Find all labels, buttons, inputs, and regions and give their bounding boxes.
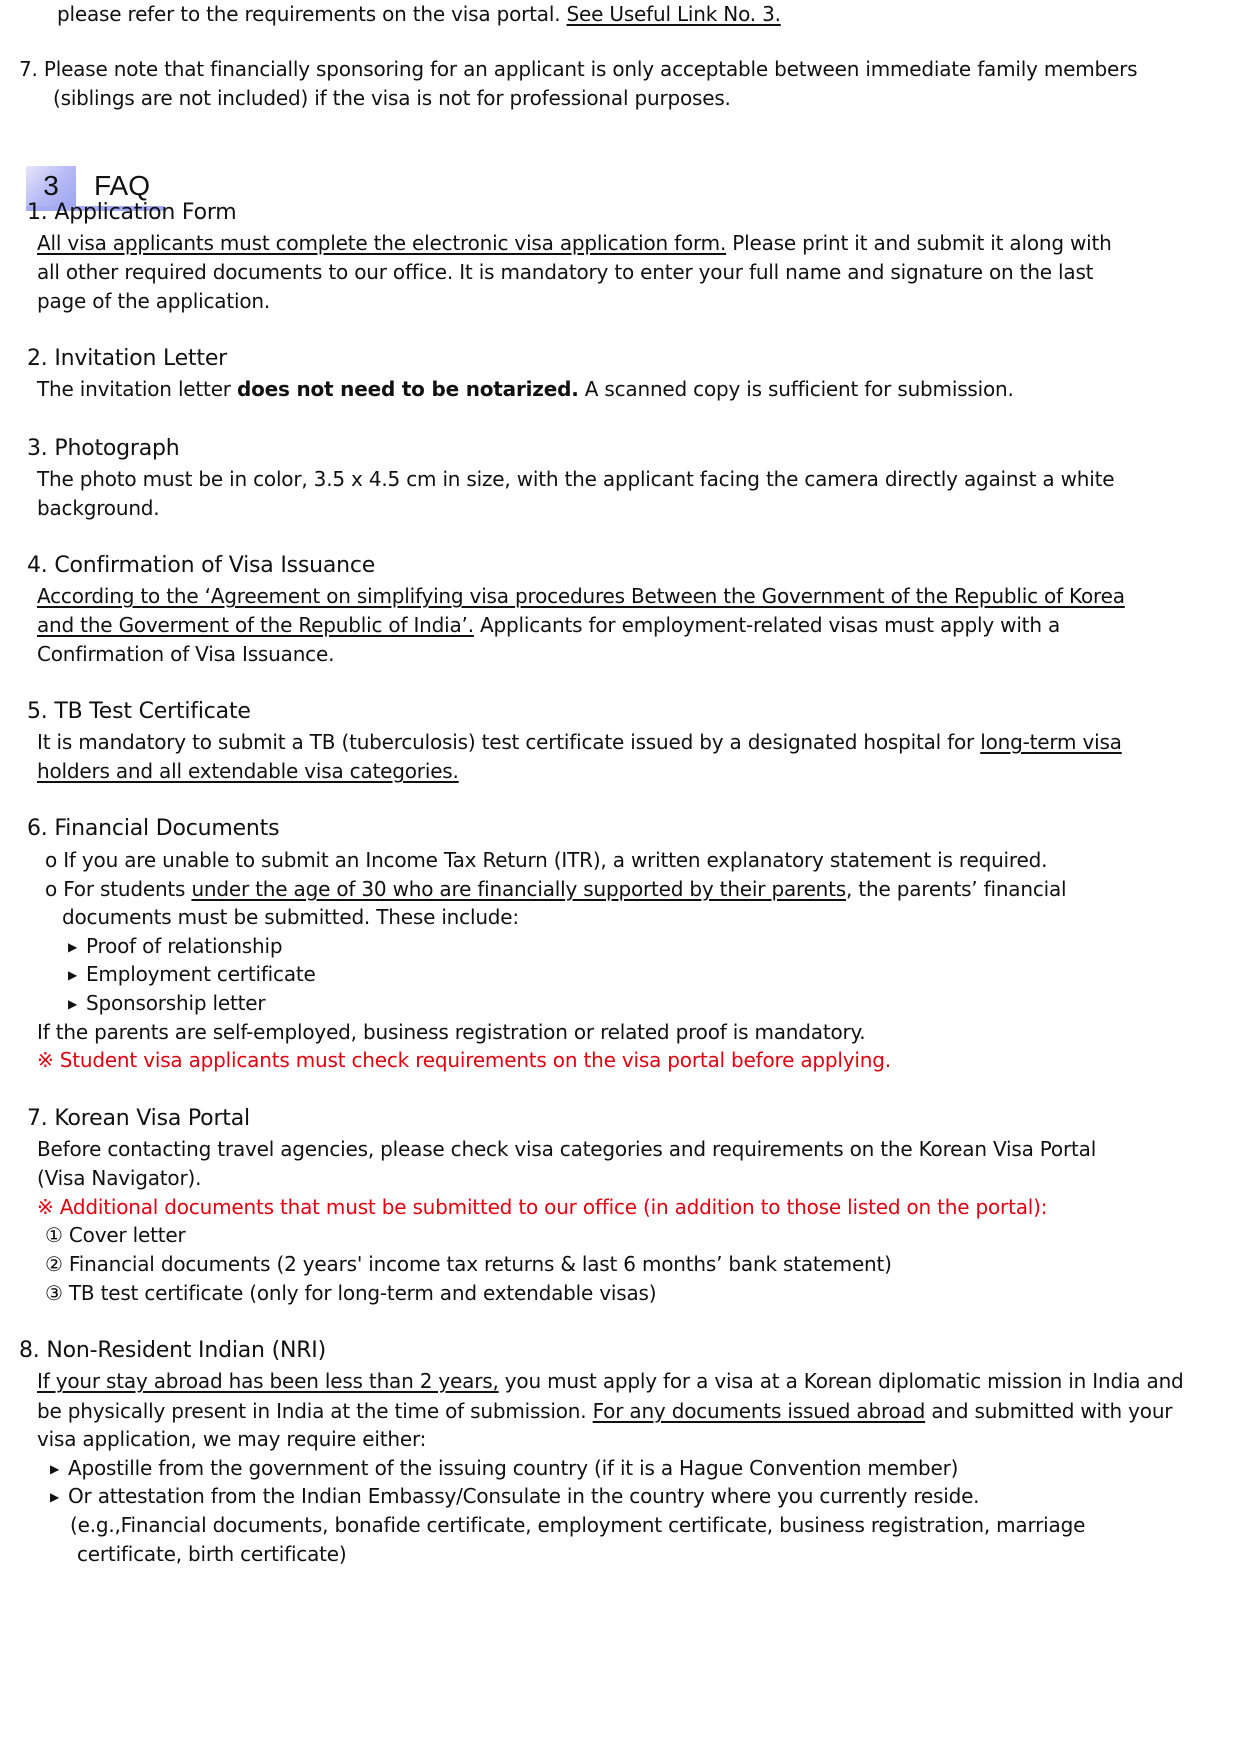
section-title: FAQ [94,170,151,201]
financial-bullet-2 [45,875,1066,903]
faq-heading-financial: 6. Financial Documents [27,816,280,841]
intro-text: please refer to the requirements on the visa portal. [57,2,561,26]
visa-portal-warning: ※ Additional documents that must be submitted to our office (in addition to those listed on the portal): [37,1195,1048,1219]
sub-item-label: Employment certificate [86,962,316,986]
nri-text-1: you must apply for a visa at a Korean diplomatic mission in India and [498,1369,1184,1393]
sub-item-label: Sponsorship letter [86,991,266,1015]
faq-heading-invitation-letter: 2. Invitation Letter [27,346,228,371]
financial-warning: ※ Student visa applicants must check requirements on the visa portal before applying. [37,1048,891,1072]
additional-doc-item: ② Financial documents (2 years' income tax returns & last 6 months’ bank statement) [45,1252,892,1276]
faq-heading-visa-portal: 7. Korean Visa Portal [27,1106,250,1131]
section-number-badge: 3 [26,166,76,206]
triangle-bullet-icon: ▶ [50,1462,60,1476]
tb-test-underlined-1: long-term visa [980,730,1122,754]
nri-underlined-1: If your stay abroad has been less than 2 years, [37,1369,499,1393]
triangle-bullet-icon: ▶ [68,940,78,954]
tb-test-line1 [37,728,1122,756]
nri-line3: visa application, we may require either: [37,1427,427,1451]
financial-sub-item [68,932,282,961]
triangle-bullet-icon: ▶ [68,997,78,1011]
financial-note: If the parents are self-employed, business registration or related proof is mandatory. [37,1020,866,1044]
application-form-line1 [37,229,1112,257]
application-form-line2: all other required documents to our office. It is mandatory to enter your full name and signature on the last [37,260,1094,284]
photograph-line1: The photo must be in color, 3.5 x 4.5 cm in size, with the applicant facing the camera directly against a white [37,467,1115,491]
financial-bullet2-after: , the parents’ financial [846,877,1067,901]
faq-heading-confirmation: 4. Confirmation of Visa Issuance [27,553,376,578]
faq-heading-nri: 8. Non-Resident Indian (NRI) [19,1338,326,1363]
invitation-text-bold: does not need to be notarized. [236,377,579,401]
invitation-text-after: A scanned copy is sufficient for submission. [578,377,1014,401]
nri-option [50,1454,958,1483]
visa-portal-line2: (Visa Navigator). [37,1166,202,1190]
financial-bullet2-before: o For students [45,877,192,901]
tb-test-text: It is mandatory to submit a TB (tuberculosis) test certificate issued by a designated hospital for [37,730,981,754]
tb-test-underlined-2: holders and all extendable visa categories. [37,759,459,783]
nri-text-2-before: be physically present in India at the time of submission. [37,1399,593,1423]
agreement-link-line1[interactable]: According to the ‘Agreement on simplifying visa procedures Between the Government of the Republic of Korea [37,584,1125,608]
intro-item-7 [19,55,1137,83]
application-form-link[interactable]: All visa applicants must complete the electronic visa application form. [37,231,727,255]
nri-option-label: Or attestation from the Indian Embassy/Consulate in the country where you currently reside. [68,1484,980,1508]
additional-doc-item: ③ TB test certificate (only for long-term and extendable visas) [45,1281,657,1305]
financial-sub-item [68,960,316,989]
application-form-line3: page of the application. [37,289,271,313]
nri-line1 [37,1367,1184,1395]
intro-continuation [57,0,781,28]
faq-heading-application-form: 1. Application Form [27,200,237,225]
financial-bullet2-cont: documents must be submitted. These include: [62,905,519,929]
confirmation-text: Applicants for employment-related visas must apply with a [473,613,1061,637]
confirmation-line3: Confirmation of Visa Issuance. [37,642,335,666]
additional-doc-item: ① Cover letter [45,1223,186,1247]
nri-example-line1: (e.g.,Financial documents, bonafide certificate, employment certificate, business registration, marriage [70,1513,1086,1537]
financial-sub-item [68,989,265,1018]
nri-example-line2: certificate, birth certificate) [77,1542,347,1566]
invitation-letter-text [37,375,1014,403]
item-7-line1: Please note that financially sponsoring for an applicant is only acceptable between immediate family members [43,57,1138,81]
triangle-bullet-icon: ▶ [68,968,78,982]
faq-heading-tb-test: 5. TB Test Certificate [27,699,251,724]
useful-link-3[interactable]: See Useful Link No. 3. [566,2,781,26]
financial-bullet2-underlined: under the age of 30 who are financially supported by their parents [191,877,847,901]
triangle-bullet-icon: ▶ [50,1490,60,1504]
nri-underlined-2: For any documents issued abroad [592,1399,926,1423]
confirmation-line2 [37,611,1060,639]
photograph-line2: background. [37,496,160,520]
item-7-line2: (siblings are not included) if the visa is not for professional purposes. [53,86,731,110]
application-form-text: Please print it and submit it along with [726,231,1112,255]
visa-portal-line1: Before contacting travel agencies, please check visa categories and requirements on the Korean Visa Portal [37,1137,1097,1161]
sub-item-label: Proof of relationship [86,934,283,958]
financial-bullet-1: o If you are unable to submit an Income Tax Return (ITR), a written explanatory statement is required. [45,848,1048,872]
invitation-text-before: The invitation letter [37,377,237,401]
agreement-link-line2[interactable]: and the Goverment of the Republic of India’. [37,613,474,637]
nri-line2 [37,1397,1172,1425]
nri-text-2-after: and submitted with your [925,1399,1173,1423]
faq-heading-photograph: 3. Photograph [27,436,180,461]
nri-option [50,1482,979,1511]
nri-option-label: Apostille from the government of the issuing country (if it is a Hague Convention member) [68,1456,959,1480]
item-number: 7. [19,57,38,81]
